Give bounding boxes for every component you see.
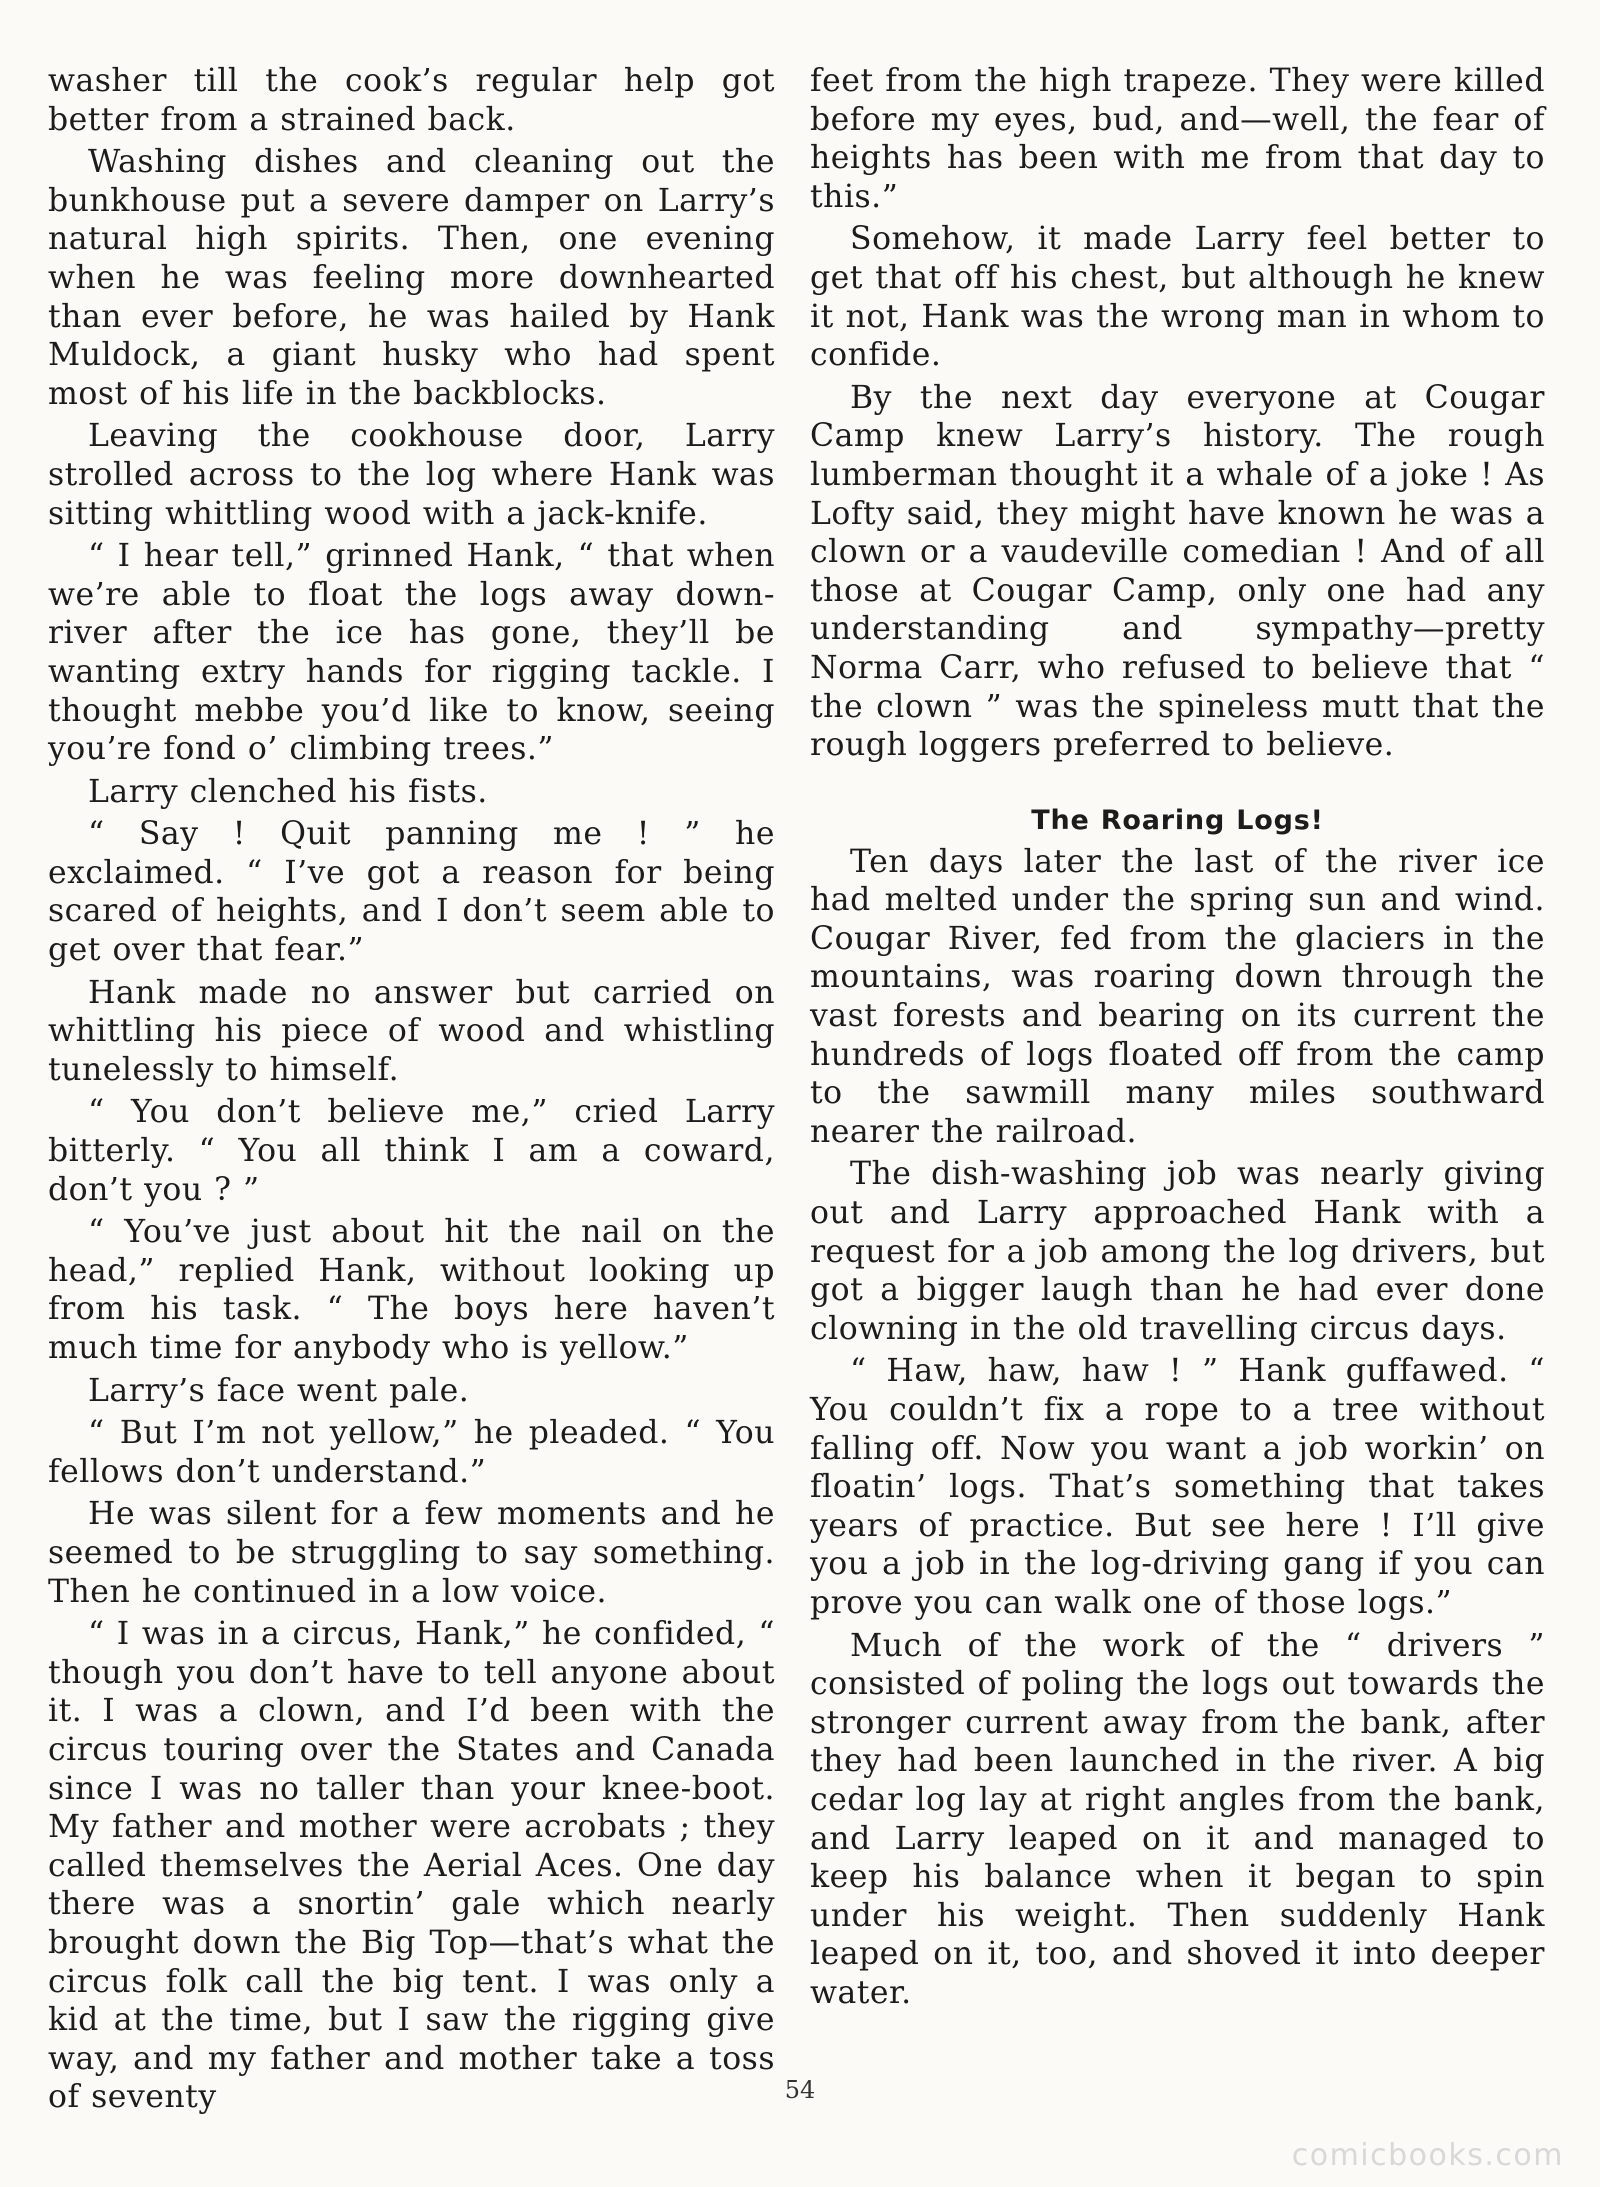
paragraph: Larry clenched his fists. xyxy=(88,773,488,810)
paragraph: “ Haw, haw, haw ! ” Hank guffawed. “ You couldn’t fix a rope to a tree without falling off. Now you want a job workin’ on floatin’ logs. That’s something that takes years of practice. But see here ! I’ll give you a job in the log-driving gang if you can prove you can walk one of those logs.” xyxy=(810,1353,1545,1621)
paragraph: By the next day everyone at Cougar Camp knew Larry’s history. The rough lumberman thought it a whale of a joke ! As Lofty said, they might have known he was a clown or a vaudeville comedian ! And of all those at Cougar Camp, only one had any understanding and sympathy—pretty Norma Carr, who refused to believe that “ the clown ” was the spineless mutt that the rough loggers preferred to believe. xyxy=(810,379,1545,764)
paragraph: Much of the work of the “ drivers ” consisted of poling the logs out towards the stronger current away from the bank, after they had been launched in the river. A big cedar log lay at right angles from the bank, and Larry leaped on it and managed to keep his balance when it began to spin under his weight. Then suddenly Hank leaped on it, too, and shoved it into deeper water. xyxy=(810,1627,1545,2011)
paragraph: Leaving the cookhouse door, Larry strolled across to the log where Hank was sitting whittling wood with a jack-knife. xyxy=(48,418,775,532)
paragraph: Hank made no answer but carried on whittling his piece of wood and whistling tunelessly to himself. xyxy=(48,974,775,1088)
paragraph: “ I was in a circus, Hank,” he confided, “ though you don’t have to tell anyone about it. I was a clown, and I’d been with the circus touring over the States and Canada since I was no taller than your knee-boot. My father and mother were acrobats ; they called themselves the Aerial Aces. One day there was a snortin’ gale which nearly brought down the Big Top—that’s what the circus folk call the big tent. I was only a kid at the time, but I saw the rigging give way, and my father and mother take a toss of seventy xyxy=(48,1616,775,2116)
paragraph: “ You’ve just about hit the nail on the head,” replied Hank, without looking up from his task. “ The boys here haven’t much time for anybody who is yellow.” xyxy=(48,1214,775,1366)
right-column xyxy=(810,62,1545,2017)
watermark: comicbooks.com xyxy=(1291,2138,1564,2173)
paragraph: The dish-washing job was nearly giving out and Larry approached Hank with a request for a job among the log drivers, but got a bigger laugh than he had ever done clowning in the old travelling circus days. xyxy=(810,1156,1545,1347)
paragraph: “ But I’m not yellow,” he pleaded. “ You fellows don’t understand.” xyxy=(48,1415,775,1490)
paragraph: washer till the cook’s regular help got better from a strained back. xyxy=(48,63,775,138)
paragraph: Larry’s face went pale. xyxy=(88,1372,470,1409)
paragraph: He was silent for a few moments and he seemed to be struggling to say something. Then he continued in a low voice. xyxy=(48,1496,775,1610)
paragraph: Somehow, it made Larry feel better to get that off his chest, but although he knew it not, Hank was the wrong man in whom to confide. xyxy=(810,221,1545,374)
paragraph: “ I hear tell,” grinned Hank, “ that when we’re able to float the logs away down-river after the ice has gone, they’ll be wanting extry hands for rigging tackle. I thought mebbe you’d like to know, seeing you’re fond o’ climbing trees.” xyxy=(48,538,775,768)
paragraph: “ Say ! Quit panning me ! ” he exclaimed. “ I’ve got a reason for being scared of heights, and I don’t seem able to get over that fear.” xyxy=(48,816,775,969)
section-heading: The Roaring Logs! xyxy=(1031,804,1324,836)
paragraph: Ten days later the last of the river ice had melted under the spring sun and wind. Cougar River, fed from the glaciers in the mountains, was roaring down through the vast forests and bearing on its current the hundreds of logs floated off from the camp to the sawmill many miles southward nearer the railroad. xyxy=(810,843,1545,1150)
paragraph: Washing dishes and cleaning out the bunkhouse put a severe damper on Larry’s natural high spirits. Then, one evening when he was feeling more downhearted than ever before, he was hailed by Hank Muldock, a giant husky who had spent most of his life in the backblocks. xyxy=(48,144,775,412)
left-column xyxy=(48,62,775,2121)
paragraph: feet from the high trapeze. They were killed before my eyes, bud, and—well, the fear of heights has been with me from that day to this.” xyxy=(810,63,1545,215)
paragraph: “ You don’t believe me,” cried Larry bitterly. “ You all think I am a coward, don’t you ? ” xyxy=(48,1094,775,1208)
page-number: 54 xyxy=(784,2076,816,2104)
